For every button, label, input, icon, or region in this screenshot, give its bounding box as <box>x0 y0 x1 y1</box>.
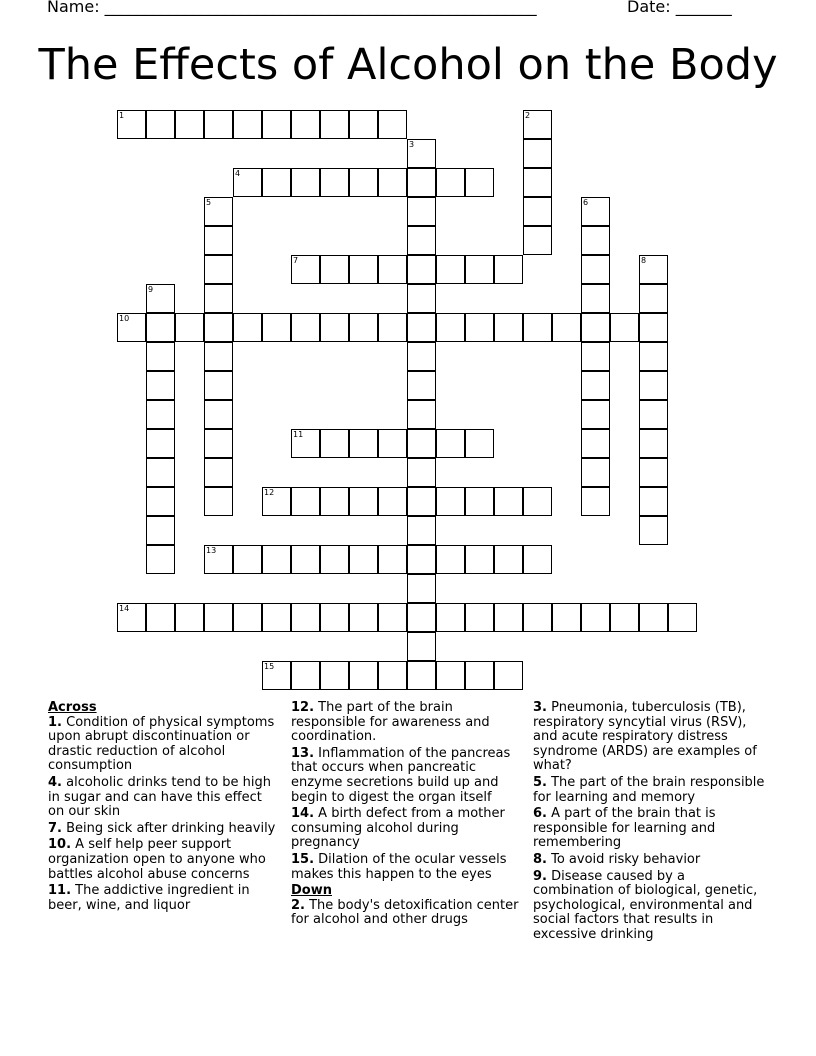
grid-cell[interactable] <box>204 197 233 226</box>
clue-text: Pneumonia, tuberculosis (TB), respiratory syncytial virus (RSV), and acute respiratory distress syndrome (ARDS) are examples of what? <box>533 700 757 774</box>
grid-cell[interactable] <box>291 487 320 516</box>
grid-cell[interactable] <box>233 545 262 574</box>
grid-cell[interactable] <box>146 516 175 545</box>
clue-item <box>533 853 768 868</box>
grid-cell[interactable] <box>117 313 146 342</box>
grid-cell[interactable] <box>262 487 291 516</box>
grid-cell[interactable] <box>262 545 291 574</box>
grid-cell[interactable] <box>349 487 378 516</box>
grid-cell[interactable] <box>378 110 407 139</box>
grid-cell[interactable] <box>378 661 407 690</box>
clue-number: 7. <box>48 820 62 836</box>
clue-number: 12. <box>291 700 315 715</box>
grid-cell[interactable] <box>407 487 436 516</box>
grid-cell[interactable] <box>320 603 349 632</box>
grid-cell[interactable] <box>581 458 610 487</box>
grid-cell[interactable] <box>494 603 523 632</box>
grid-cell[interactable] <box>320 168 349 197</box>
grid-cell[interactable] <box>146 371 175 400</box>
cell-number: 9 <box>148 285 154 294</box>
grid-cell[interactable] <box>436 661 465 690</box>
clue-number: 13. <box>291 745 315 761</box>
grid-cell[interactable] <box>291 545 320 574</box>
clue-number: 8. <box>533 851 547 867</box>
name-field-label[interactable]: Name: ______________________________________________________ <box>47 0 537 16</box>
grid-cell[interactable] <box>233 168 262 197</box>
grid-cell[interactable] <box>204 371 233 400</box>
grid-cell[interactable] <box>407 516 436 545</box>
grid-cell[interactable] <box>523 226 552 255</box>
grid-cell[interactable] <box>494 545 523 574</box>
clue-text: The part of the brain responsible for awareness and coordination. <box>291 700 490 745</box>
grid-cell[interactable] <box>146 284 175 313</box>
clue-item <box>533 807 768 851</box>
grid-cell[interactable] <box>117 110 146 139</box>
grid-cell[interactable] <box>581 342 610 371</box>
date-field-label[interactable]: Date: _______ <box>627 0 732 16</box>
grid-cell[interactable] <box>639 284 668 313</box>
grid-cell[interactable] <box>117 603 146 632</box>
grid-cell[interactable] <box>436 487 465 516</box>
grid-cell[interactable] <box>639 255 668 284</box>
clue-item <box>48 822 278 837</box>
grid-cell[interactable] <box>262 661 291 690</box>
across-heading: Across <box>48 700 97 715</box>
grid-cell[interactable] <box>175 313 204 342</box>
clue-item <box>48 838 278 882</box>
across-clue-list <box>48 716 278 914</box>
clue-number: 1. <box>48 714 62 730</box>
clue-text: The part of the brain responsible for learning and memory <box>533 774 765 805</box>
grid-cell[interactable] <box>378 603 407 632</box>
grid-cell[interactable] <box>320 429 349 458</box>
cell-number: 4 <box>235 169 241 178</box>
grid-cell[interactable] <box>291 168 320 197</box>
grid-cell[interactable] <box>581 429 610 458</box>
clue-number: 3. <box>533 700 547 715</box>
clue-item <box>291 899 523 928</box>
grid-cell[interactable] <box>349 603 378 632</box>
grid-cell[interactable] <box>204 284 233 313</box>
clue-text: Dilation of the ocular vessels makes this happen to the eyes <box>291 851 507 882</box>
grid-cell[interactable] <box>407 632 436 661</box>
grid-cell[interactable] <box>668 603 697 632</box>
grid-cell[interactable] <box>494 313 523 342</box>
grid-cell[interactable] <box>233 603 262 632</box>
grid-cell[interactable] <box>378 313 407 342</box>
grid-cell[interactable] <box>407 284 436 313</box>
grid-cell[interactable] <box>465 661 494 690</box>
grid-cell[interactable] <box>581 371 610 400</box>
page-title: The Effects of Alcohol on the Body <box>38 40 778 90</box>
clue-number: 9. <box>533 868 547 884</box>
clue-text: The body's detoxification center for alcohol and other drugs <box>291 897 519 928</box>
grid-cell[interactable] <box>436 313 465 342</box>
grid-cell[interactable] <box>407 168 436 197</box>
grid-cell[interactable] <box>320 313 349 342</box>
clue-item <box>291 807 523 851</box>
grid-cell[interactable] <box>436 545 465 574</box>
grid-cell[interactable] <box>523 168 552 197</box>
grid-cell[interactable] <box>465 313 494 342</box>
grid-cell[interactable] <box>639 458 668 487</box>
clue-item <box>48 884 278 913</box>
clue-number: 15. <box>291 851 315 867</box>
grid-cell[interactable] <box>581 400 610 429</box>
grid-cell[interactable] <box>436 255 465 284</box>
grid-cell[interactable] <box>204 110 233 139</box>
grid-cell[interactable] <box>349 168 378 197</box>
grid-cell[interactable] <box>378 255 407 284</box>
grid-cell[interactable] <box>291 603 320 632</box>
grid-cell[interactable] <box>407 226 436 255</box>
grid-cell[interactable] <box>523 313 552 342</box>
grid-cell[interactable] <box>204 429 233 458</box>
grid-cell[interactable] <box>146 313 175 342</box>
clue-item <box>533 870 768 943</box>
grid-cell[interactable] <box>349 255 378 284</box>
grid-cell[interactable] <box>465 487 494 516</box>
grid-cell[interactable] <box>204 458 233 487</box>
grid-cell[interactable] <box>204 603 233 632</box>
grid-cell[interactable] <box>407 603 436 632</box>
cell-number: 2 <box>525 111 531 120</box>
clue-text: Being sick after drinking heavily <box>61 820 276 836</box>
grid-cell[interactable] <box>378 168 407 197</box>
grid-cell[interactable] <box>494 255 523 284</box>
grid-cell[interactable] <box>175 603 204 632</box>
grid-cell[interactable] <box>523 197 552 226</box>
grid-cell[interactable] <box>349 429 378 458</box>
grid-cell[interactable] <box>291 661 320 690</box>
grid-cell[interactable] <box>204 487 233 516</box>
grid-cell[interactable] <box>407 342 436 371</box>
grid-cell[interactable] <box>378 545 407 574</box>
clue-item <box>291 747 523 805</box>
grid-cell[interactable] <box>262 603 291 632</box>
grid-cell[interactable] <box>610 603 639 632</box>
clue-number: 5. <box>533 774 547 790</box>
grid-cell[interactable] <box>291 429 320 458</box>
grid-cell[interactable] <box>407 255 436 284</box>
grid-cell[interactable] <box>204 313 233 342</box>
grid-cell[interactable] <box>639 603 668 632</box>
grid-cell[interactable] <box>349 661 378 690</box>
grid-cell[interactable] <box>639 371 668 400</box>
grid-cell[interactable] <box>494 661 523 690</box>
grid-cell[interactable] <box>146 458 175 487</box>
clue-text: alcoholic drinks tend to be high in sugar and can have this effect on our skin <box>48 774 271 820</box>
grid-cell[interactable] <box>552 313 581 342</box>
grid-cell[interactable] <box>320 110 349 139</box>
grid-cell[interactable] <box>146 400 175 429</box>
grid-cell[interactable] <box>204 342 233 371</box>
grid-cell[interactable] <box>523 139 552 168</box>
grid-cell[interactable] <box>581 603 610 632</box>
grid-cell[interactable] <box>523 603 552 632</box>
grid-cell[interactable] <box>262 110 291 139</box>
clue-item <box>291 853 523 882</box>
grid-cell[interactable] <box>262 313 291 342</box>
grid-cell[interactable] <box>146 342 175 371</box>
grid-cell[interactable] <box>581 487 610 516</box>
grid-cell[interactable] <box>146 110 175 139</box>
clue-number: 2. <box>291 897 305 913</box>
grid-cell[interactable] <box>581 313 610 342</box>
grid-cell[interactable] <box>407 661 436 690</box>
grid-cell[interactable] <box>407 139 436 168</box>
grid-cell[interactable] <box>523 545 552 574</box>
clue-item <box>48 716 278 774</box>
grid-cell[interactable] <box>320 661 349 690</box>
cell-number: 8 <box>641 256 647 265</box>
cell-number: 12 <box>264 488 275 497</box>
cell-number: 5 <box>206 198 212 207</box>
grid-cell[interactable] <box>204 545 233 574</box>
clue-item <box>533 776 768 805</box>
grid-cell[interactable] <box>465 255 494 284</box>
clue-text: A part of the brain that is responsible for learning and remembering <box>533 806 716 851</box>
cell-number: 7 <box>293 256 299 265</box>
clue-number: 11. <box>48 883 72 899</box>
grid-cell[interactable] <box>204 226 233 255</box>
grid-cell[interactable] <box>262 168 291 197</box>
grid-cell[interactable] <box>378 487 407 516</box>
grid-cell[interactable] <box>639 516 668 545</box>
grid-cell[interactable] <box>349 545 378 574</box>
grid-cell[interactable] <box>320 545 349 574</box>
cell-number: 14 <box>119 604 130 613</box>
across-clue-list-continued <box>291 701 523 882</box>
grid-cell[interactable] <box>407 313 436 342</box>
grid-cell[interactable] <box>465 603 494 632</box>
grid-cell[interactable] <box>204 255 233 284</box>
header-line <box>47 0 747 19</box>
clue-text: A birth defect from a mother consuming alcohol during pregnancy <box>291 806 505 851</box>
grid-cell[interactable] <box>639 313 668 342</box>
grid-cell[interactable] <box>146 603 175 632</box>
down-heading: Down <box>291 883 332 899</box>
grid-cell[interactable] <box>349 110 378 139</box>
grid-cell[interactable] <box>465 545 494 574</box>
grid-cell[interactable] <box>407 545 436 574</box>
grid-cell[interactable] <box>436 429 465 458</box>
clue-item <box>48 776 278 820</box>
cell-number: 13 <box>206 546 217 555</box>
grid-cell[interactable] <box>494 487 523 516</box>
grid-cell[interactable] <box>146 545 175 574</box>
grid-cell[interactable] <box>581 284 610 313</box>
clues-column-3 <box>533 701 768 945</box>
grid-cell[interactable] <box>146 429 175 458</box>
grid-cell[interactable] <box>639 342 668 371</box>
grid-cell[interactable] <box>407 574 436 603</box>
grid-cell[interactable] <box>639 400 668 429</box>
grid-cell[interactable] <box>523 110 552 139</box>
grid-cell[interactable] <box>436 603 465 632</box>
grid-cell[interactable] <box>465 168 494 197</box>
grid-cell[interactable] <box>233 110 262 139</box>
grid-cell[interactable] <box>407 400 436 429</box>
grid-cell[interactable] <box>407 197 436 226</box>
grid-cell[interactable] <box>639 429 668 458</box>
grid-cell[interactable] <box>320 487 349 516</box>
grid-cell[interactable] <box>407 371 436 400</box>
cell-number: 11 <box>293 430 304 439</box>
grid-cell[interactable] <box>146 487 175 516</box>
grid-cell[interactable] <box>552 603 581 632</box>
grid-cell[interactable] <box>639 487 668 516</box>
clue-number: 6. <box>533 806 547 822</box>
grid-cell[interactable] <box>523 487 552 516</box>
grid-cell[interactable] <box>407 458 436 487</box>
down-clue-list <box>291 899 523 928</box>
clue-number: 10. <box>48 837 72 853</box>
grid-cell[interactable] <box>610 313 639 342</box>
clue-text: Condition of physical symptoms upon abrupt discontinuation or drastic reduction of alcohol consumption <box>48 714 275 774</box>
clue-number: 14. <box>291 806 315 822</box>
down-clue-list-continued <box>533 701 768 943</box>
clue-item <box>533 701 768 774</box>
grid-cell[interactable] <box>581 255 610 284</box>
grid-cell[interactable] <box>349 313 378 342</box>
clues-column-2 <box>291 701 523 930</box>
clue-text: Disease caused by a combination of biological, genetic, psychological, environmental and social factors that results in excessive drinking <box>533 868 758 942</box>
clue-number: 4. <box>48 774 62 790</box>
grid-cell[interactable] <box>175 110 204 139</box>
grid-cell[interactable] <box>233 313 262 342</box>
cell-number: 1 <box>119 111 125 120</box>
grid-cell[interactable] <box>581 197 610 226</box>
grid-cell[interactable] <box>436 168 465 197</box>
clues-column-1 <box>48 701 278 915</box>
grid-cell[interactable] <box>581 226 610 255</box>
grid-cell[interactable] <box>204 400 233 429</box>
grid-cell[interactable] <box>407 429 436 458</box>
clue-text: A self help peer support organization open to anyone who battles alcohol abuse concerns <box>48 837 266 882</box>
grid-cell[interactable] <box>320 255 349 284</box>
grid-cell[interactable] <box>291 255 320 284</box>
clue-item <box>291 701 523 745</box>
clue-text: The addictive ingredient in beer, wine, and liquor <box>48 883 250 913</box>
cell-number: 6 <box>583 198 589 207</box>
grid-cell[interactable] <box>378 429 407 458</box>
grid-cell[interactable] <box>291 313 320 342</box>
grid-cell[interactable] <box>465 429 494 458</box>
grid-cell[interactable] <box>291 110 320 139</box>
cell-number: 10 <box>119 314 130 323</box>
cell-number: 3 <box>409 140 415 149</box>
clue-text: Inflammation of the pancreas that occurs when pancreatic enzyme secretions build up and begin to digest the organ itself <box>291 745 511 805</box>
cell-number: 15 <box>264 662 275 671</box>
clue-text: To avoid risky behavior <box>546 851 701 867</box>
